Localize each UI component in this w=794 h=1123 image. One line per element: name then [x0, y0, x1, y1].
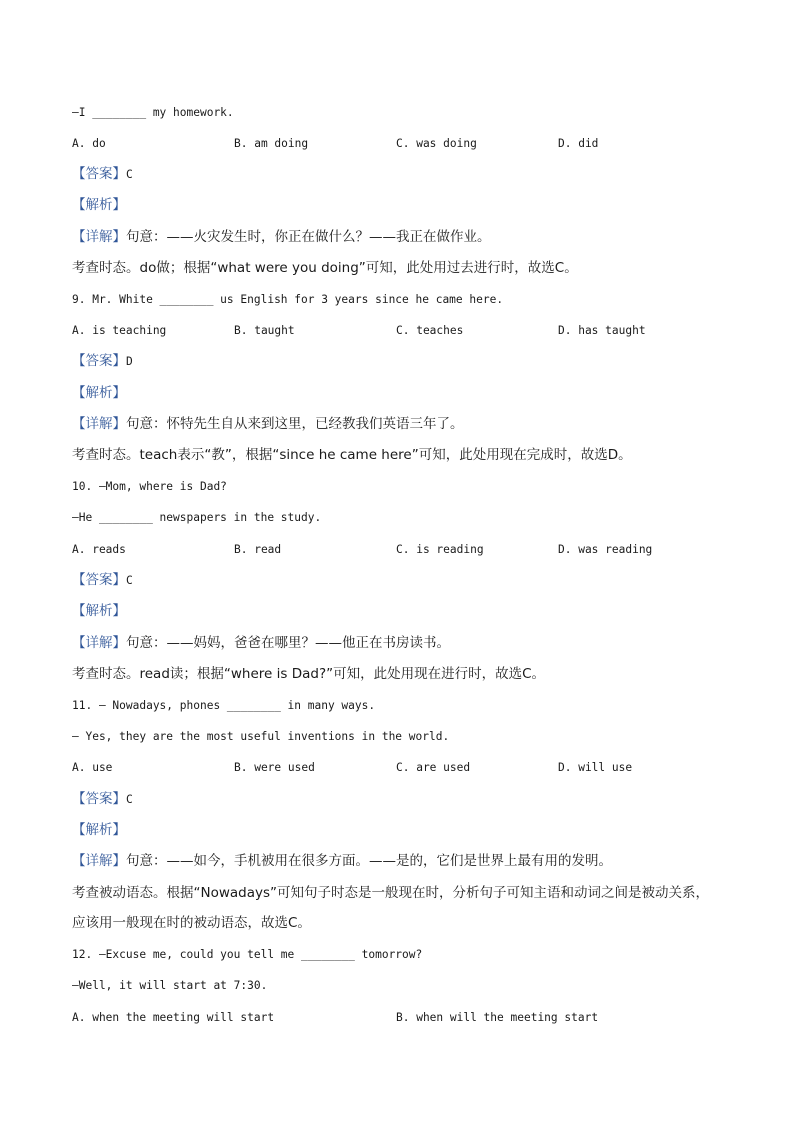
q9-option-a: A. is teaching [72, 324, 167, 337]
q9-answer-row [72, 352, 133, 371]
q9-detail-row [72, 415, 464, 433]
q10-answer-row [72, 571, 133, 590]
q12-option-b: B. when will the meeting start [396, 1011, 599, 1024]
answer-tag: 【答案】 [72, 166, 126, 182]
q8-option-b: B. am doing [234, 137, 309, 150]
q12-option-a: A. when the meeting will start [72, 1011, 275, 1024]
detail-tag: 【详解】 [72, 853, 126, 869]
q9-answer: D [126, 355, 133, 368]
q9-question: 9. Mr. White ________ us English for 3 years since he came here. [72, 293, 504, 306]
detail-tag: 【详解】 [72, 229, 126, 245]
answer-tag: 【答案】 [72, 572, 126, 588]
detail-tag: 【详解】 [72, 635, 126, 651]
q10-option-a: A. reads [72, 543, 126, 556]
q8-explanation: 考查时态。do做；根据“what were you doing”可知，此处用过去进行时，故选C。 [72, 260, 578, 276]
q10-question: 10. —Mom, where is Dad? [72, 480, 227, 493]
q8-option-a: A. do [72, 137, 106, 150]
q8-options [72, 135, 752, 153]
detail-tag: 【详解】 [72, 416, 126, 432]
q10-option-b: B. read [234, 543, 282, 556]
q11-option-a: A. use [72, 761, 113, 774]
q9-detail: 句意：怀特先生自从来到这里，已经教我们英语三年了。 [126, 416, 464, 432]
q11-reply: — Yes, they are the most useful inventions in the world. [72, 730, 450, 743]
q9-options [72, 322, 752, 340]
q11-options [72, 759, 752, 777]
q11-detail: 句意：——如今，手机被用在很多方面。——是的，它们是世界上最有用的发明。 [126, 853, 612, 869]
q9-explanation: 考查时态。teach表示“教”，根据“since he came here”可知，此处用现在完成时，故选D。 [72, 447, 632, 463]
analysis-tag: 【解析】 [72, 197, 126, 213]
q9-option-b: B. taught [234, 324, 295, 337]
q8-option-c: C. was doing [396, 137, 477, 150]
q8-answer-row [72, 165, 133, 184]
q9-option-d: D. has taught [558, 324, 646, 337]
q12-options [72, 1009, 752, 1027]
q11-detail-row [72, 852, 612, 870]
q10-option-c: C. is reading [396, 543, 484, 556]
q8-answer-line: —I ________ my homework. [72, 106, 234, 119]
q9-option-c: C. teaches [396, 324, 464, 337]
analysis-tag: 【解析】 [72, 603, 126, 619]
q11-option-c: C. are used [396, 761, 471, 774]
q10-option-d: D. was reading [558, 543, 653, 556]
q8-answer: C [126, 168, 133, 181]
analysis-tag: 【解析】 [72, 822, 126, 838]
q8-detail: 句意：——火灾发生时，你正在做什么？——我正在做作业。 [126, 229, 491, 245]
q8-option-d: D. did [558, 137, 599, 150]
q11-explanation-2: 应该用一般现在时的被动语态，故选C。 [72, 915, 311, 931]
q10-options [72, 541, 752, 559]
q11-answer-row [72, 790, 133, 809]
q10-detail: 句意：——妈妈，爸爸在哪里？——他正在书房读书。 [126, 635, 450, 651]
q11-answer: C [126, 793, 133, 806]
q10-detail-row [72, 634, 450, 652]
q12-question: 12. —Excuse me, could you tell me ________ tomorrow? [72, 948, 423, 961]
q11-option-d: D. will use [558, 761, 633, 774]
analysis-tag: 【解析】 [72, 385, 126, 401]
answer-tag: 【答案】 [72, 353, 126, 369]
q11-question: 11. — Nowadays, phones ________ in many ways. [72, 699, 376, 712]
q11-option-b: B. were used [234, 761, 315, 774]
q11-explanation-1: 考查被动语态。根据“Nowadays”可知句子时态是一般现在时，分析句子可知主语和动词之间是被动关系， [72, 885, 710, 901]
q10-answer: C [126, 574, 133, 587]
q10-explanation: 考查时态。read读；根据“where is Dad?”可知，此处用现在进行时，故选C。 [72, 666, 546, 682]
answer-tag: 【答案】 [72, 791, 126, 807]
q10-reply: —He ________ newspapers in the study. [72, 511, 322, 524]
q8-detail-row [72, 228, 491, 246]
q12-reply: —Well, it will start at 7:30. [72, 979, 268, 992]
